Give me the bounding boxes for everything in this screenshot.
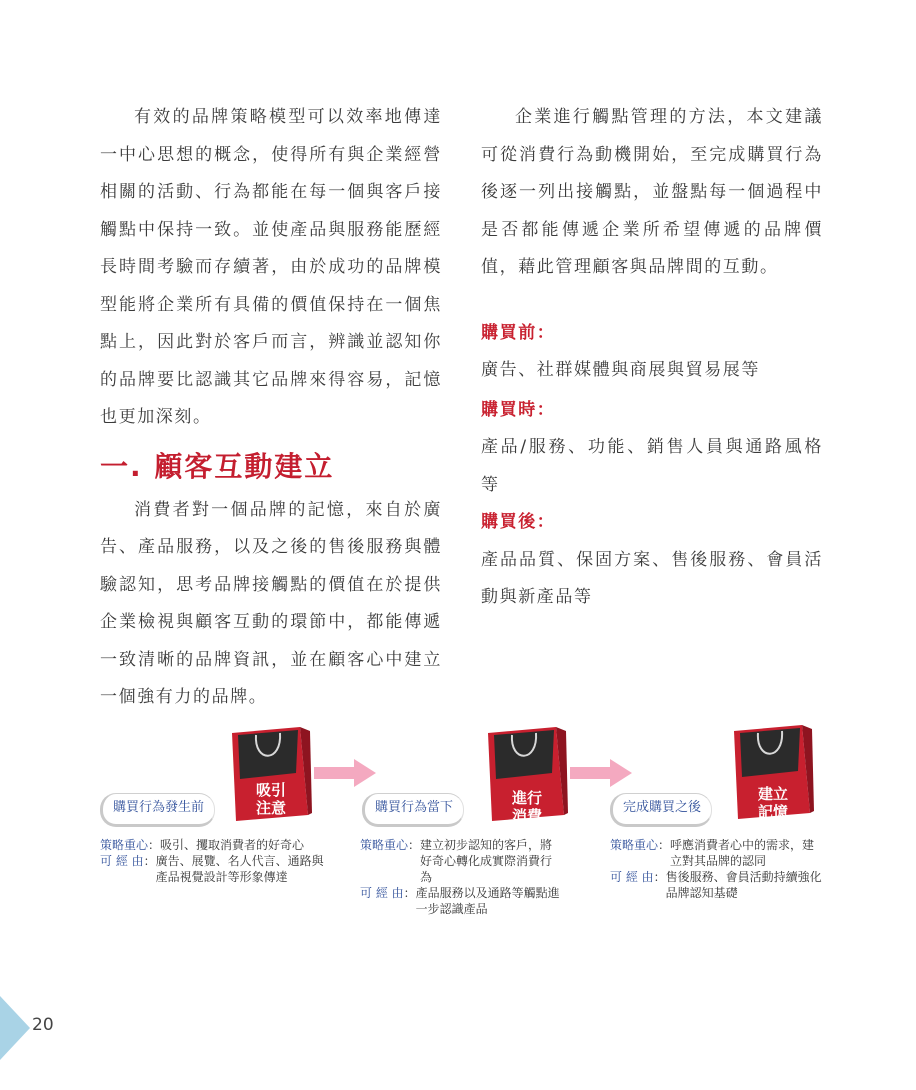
notes-key: 策略重心 <box>100 838 149 852</box>
notes-key: 可 經 由 <box>360 886 404 900</box>
page-number: 20 <box>32 1015 54 1035</box>
notes-key: 策略重心 <box>360 838 409 852</box>
arrow-right-icon <box>314 759 376 787</box>
notes-value: 吸引、攫取消費者的好奇心 <box>160 838 305 852</box>
bag-3-line-2: 記憶 <box>757 803 788 821</box>
section-paragraph: 消費者對一個品牌的記憶，來自於廣告、產品服務，以及之後的售後服務與體驗認知，思考品牌接觸點的價值在於提供企業檢視與顧客互動的環節中，都能傳遞一致清晰的品牌資訊，並在顧客心中建立一個強有力的品牌。 <box>100 499 442 707</box>
section-title: 一. 顧客互動建立 <box>100 449 335 483</box>
bag-3-line-1: 建立 <box>757 785 788 803</box>
notes-value: 廣告、展覽、名人代言、通路與產品視覺設計等形象傳達 <box>155 854 324 884</box>
stage-1-notes: 策略重心 ： 吸引、攫取消費者的好奇心 可 經 由 ： 廣告、展覽、名人代言、通路與產品視覺設計等形象傳達 <box>100 837 332 885</box>
notes-key: 可 經 由 <box>100 854 144 868</box>
arrow-right-icon <box>570 759 632 787</box>
page-corner-triangle-icon <box>0 996 30 1060</box>
stage-label-during: 購買行為當下 <box>362 793 464 827</box>
before-purchase-label: 購買前： <box>481 322 556 343</box>
left-column <box>100 99 442 717</box>
stage-label-after: 完成購買之後 <box>610 793 712 827</box>
purchase-journey-diagram <box>96 715 836 945</box>
right-column <box>481 99 823 617</box>
shopping-bag-stage-2 <box>486 723 568 823</box>
bag-1-line-1: 吸引 <box>255 781 286 799</box>
bag-1-line-2: 注意 <box>255 799 286 817</box>
notes-value: 產品服務以及通路等觸點進一步認識產品 <box>415 886 560 916</box>
notes-key: 策略重心 <box>610 838 659 852</box>
notes-value: 售後服務、會員活動持續強化品牌認知基礎 <box>665 870 822 900</box>
notes-value: 建立初步認知的客戶，將好奇心轉化成實際消費行為 <box>420 838 553 884</box>
stage-2-notes: 策略重心 ： 建立初步認知的客戶，將好奇心轉化成實際消費行為 可 經 由 ： 產品服務以及通路等觸點進一步認識產品 <box>360 838 560 916</box>
shopping-bag-stage-1 <box>230 723 312 823</box>
after-purchase-text: 產品品質、保固方案、售後服務、會員活動與新產品等 <box>481 549 823 607</box>
during-purchase-label: 購買時： <box>481 399 556 420</box>
stage-3-notes: 策略重心 ： 呼應消費者心中的需求，建立對其品牌的認同 可 經 由 ： 售後服務、會員活動持續強化品牌認知基礎 <box>610 838 822 900</box>
shopping-bag-stage-3 <box>732 721 814 821</box>
during-purchase-text: 產品/服務、功能、銷售人員與通路風格等 <box>481 437 823 495</box>
bag-2-line-1: 進行 <box>511 789 542 807</box>
stage-label-before: 購買行為發生前 <box>100 793 215 827</box>
notes-key: 可 經 由 <box>610 870 654 884</box>
bag-2-line-2: 消費 <box>511 807 542 825</box>
after-purchase-label: 購買後： <box>481 512 556 532</box>
intro-paragraph: 有效的品牌策略模型可以效率地傳達一中心思想的概念，使得所有與企業經營相關的活動、行為都能在每一個與客戶接觸點中保持一致。並使產品與服務能歷經長時間考驗而存續著，由於成功的品牌模型能將企業所有具備的價值保持在一個焦點上，因此對於客戶而言，辨識並認知你的品牌要比認識其它品牌來得容易，記憶也更加深刻。 <box>100 107 442 427</box>
method-paragraph: 企業進行觸點管理的方法，本文建議可從消費行為動機開始，至完成購買行為後逐一列出接觸點，並盤點每一個過程中是否都能傳遞企業所希望傳遞的品牌價值，藉此管理顧客與品牌間的互動。 <box>481 107 823 277</box>
notes-value: 呼應消費者心中的需求，建立對其品牌的認同 <box>670 838 815 868</box>
before-purchase-text: 廣告、社群媒體與商展與貿易展等 <box>481 360 760 380</box>
